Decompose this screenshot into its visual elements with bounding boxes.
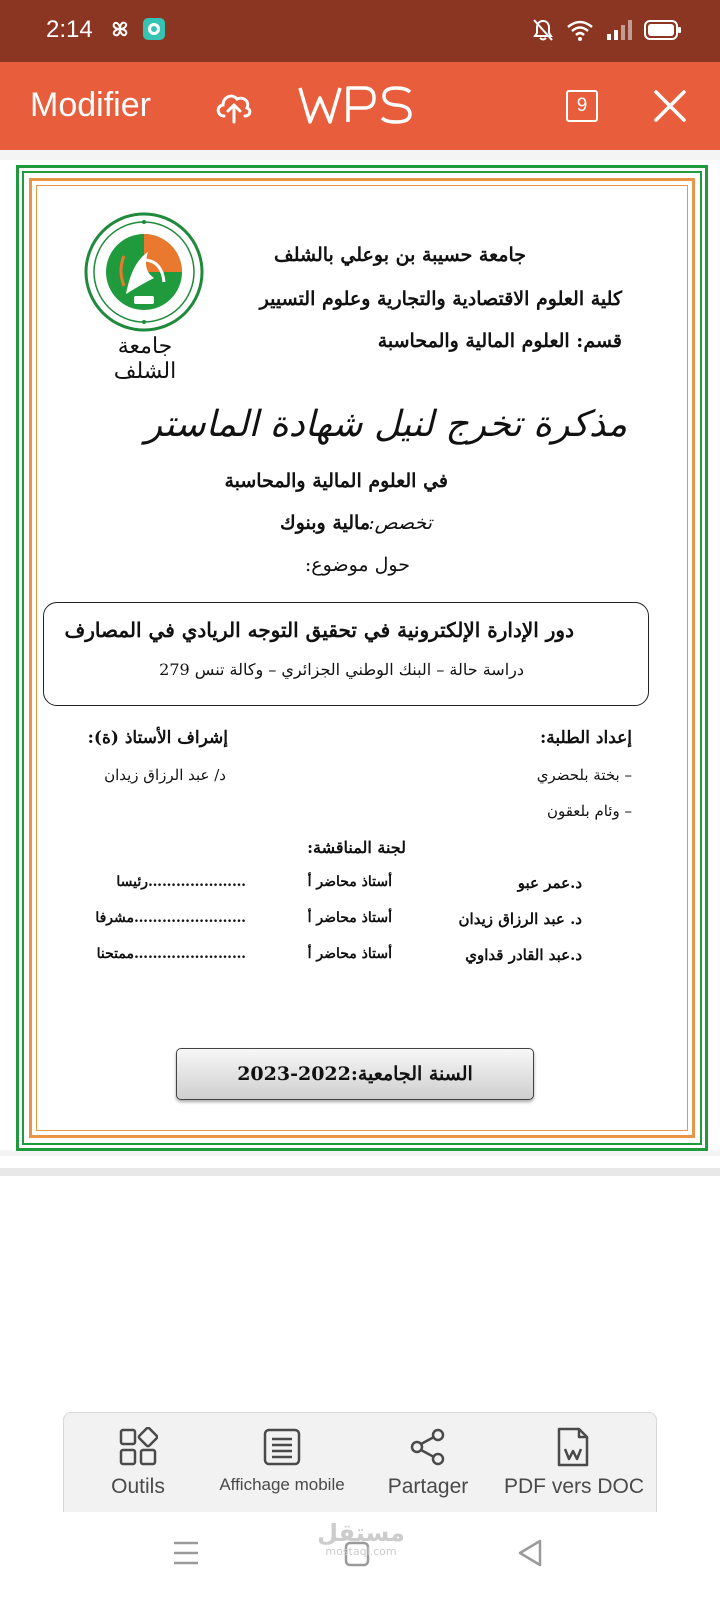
watermark-subtext: mostaql.com [325, 1545, 397, 1558]
bottom-toolbar [63, 1412, 657, 1512]
share-icon [408, 1427, 448, 1467]
topic-title: دور الإدارة الإلكترونية في تحقيق التوجه الريادي في المصارف [64, 618, 574, 642]
memo-title: مذكرة تخرج لنيل شهادة الماستر [144, 404, 628, 445]
pdf-to-doc-button[interactable] [504, 1413, 645, 1513]
pdf-to-doc-label: PDF vers DOC [504, 1475, 645, 1498]
topic-subtitle: دراسة حالة – البنك الوطني الجزائري – وكالة تنس 279 [159, 660, 524, 679]
specialty-value: مالية وبنوك [280, 512, 370, 534]
page-count-button[interactable]: 9 [566, 90, 598, 122]
department-name: قسم: العلوم المالية والمحاسبة [377, 330, 622, 352]
app-bar [0, 62, 720, 150]
academic-year: السنة الجامعية:2022-2023 [237, 1063, 473, 1085]
field-of-study: في العلوم المالية والمحاسبة [224, 470, 448, 492]
tools-button[interactable] [94, 1413, 182, 1513]
committee-member-name: د. عبد الرزاق زيدان [458, 910, 582, 928]
page-separator [0, 1168, 720, 1176]
university-name: جامعة حسيبة بن بوعلي بالشلف [274, 244, 526, 266]
committee-member-role: …………………رئيسا [116, 874, 246, 890]
committee-member-role: ……………………مشرفا [95, 910, 246, 926]
status-bar [0, 0, 720, 62]
about-topic-label: حول موضوع: [304, 554, 410, 576]
faculty-name: كلية العلوم الاقتصادية والتجارية وعلوم التسيير [259, 288, 622, 310]
watermark [316, 1520, 406, 1558]
committee-member-role: ……………………ممتحنا [96, 946, 246, 962]
committee-member-name: د.عبد القادر قداوي [465, 946, 582, 964]
mobile-view-label: Affichage mobile [219, 1475, 345, 1494]
share-label: Partager [387, 1475, 469, 1498]
committee-member-rank: أستاذ محاضر أ [307, 946, 392, 962]
pdf-to-doc-icon [553, 1427, 593, 1467]
committee-member-name: د.عمر عبو [517, 874, 582, 892]
specialty-label: تخصص: [368, 512, 432, 534]
signal-icon [606, 18, 632, 42]
committee-label: لجنة المناقشة: [307, 838, 406, 857]
watermark-text: مستقل [317, 1519, 405, 1547]
committee-member-rank: أستاذ محاضر أ [307, 910, 392, 926]
supervisor-name: د/ عبد الرزاق زيدان [104, 766, 226, 784]
menu-icon[interactable] [172, 1540, 200, 1566]
cloud-upload-icon[interactable] [212, 84, 256, 128]
tools-label: Outils [111, 1475, 165, 1498]
mobile-view-button[interactable] [214, 1413, 350, 1513]
mobile-view-icon [262, 1427, 302, 1467]
share-button[interactable] [380, 1413, 476, 1513]
committee-member-rank: أستاذ محاضر أ [307, 874, 392, 890]
close-icon[interactable] [652, 88, 688, 124]
university-logo [84, 212, 204, 332]
student-name: – بختة بلحضري [536, 766, 632, 784]
wps-logo [298, 84, 414, 128]
battery-icon [644, 19, 682, 41]
prepared-by-label: إعداد الطلبة: [540, 728, 632, 748]
student-name: – وئام بلعقون [546, 802, 632, 820]
supervisor-label: إشراف الأستاذ (ة): [87, 728, 228, 748]
status-time: 2:14 [46, 16, 93, 43]
tools-grid-icon [118, 1427, 158, 1467]
chat-app-icon [142, 17, 166, 41]
academic-year-box [176, 1048, 534, 1100]
pinwheel-icon [108, 17, 132, 41]
bell-muted-icon [532, 18, 554, 42]
wifi-icon [566, 18, 594, 42]
logo-caption: جامعة الشلف [113, 334, 177, 384]
back-icon[interactable] [516, 1538, 544, 1568]
edit-button[interactable]: Modifier [30, 86, 151, 124]
